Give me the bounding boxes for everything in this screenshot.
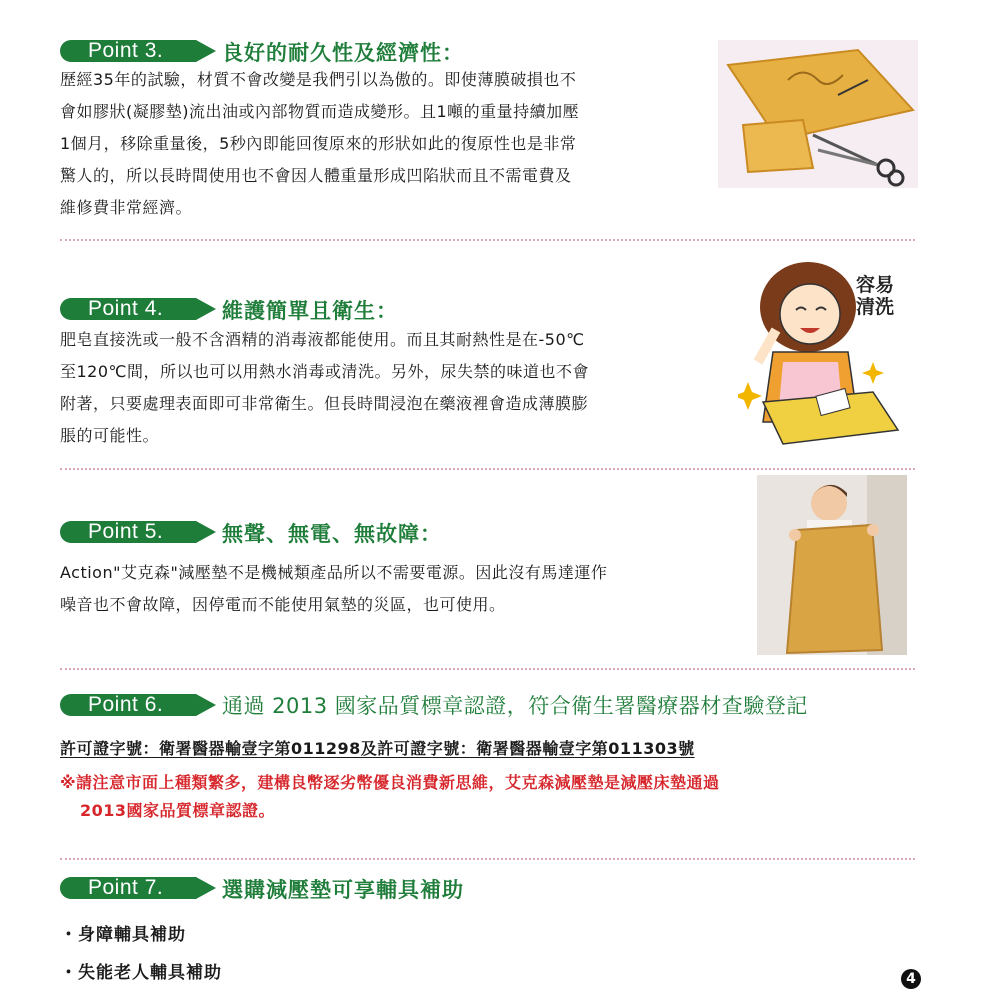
- point3-line: 歷經35年的試驗，材質不會改變是我們引以為傲的。即使薄膜破損也不: [60, 70, 577, 89]
- section-divider: [60, 468, 915, 470]
- bubble-text: 清洗: [856, 296, 895, 318]
- point5-badge: [60, 521, 216, 543]
- point4-label: Point 4.: [88, 297, 164, 320]
- point5-line: Action"艾克森"減壓墊不是機械類產品所以不需要電源。因此沒有馬達運作: [60, 563, 608, 582]
- point4-title: 維護簡單且衛生：: [222, 299, 398, 323]
- license-number: 許可證字號：衛署醫器輸壹字第011298及許可證字號：衛署醫器輸壹字第011303號: [60, 739, 695, 758]
- point7-badge: [60, 877, 216, 899]
- point3-badge: [60, 40, 216, 62]
- point3-body: [60, 64, 579, 224]
- point5-line: 噪音也不會故障，因停電而不能使用氣墊的災區，也可使用。: [60, 595, 506, 614]
- point5-label: Point 5.: [88, 520, 164, 543]
- point3-label: Point 3.: [88, 39, 164, 62]
- subsidy-item: ・失能老人輔具補助: [60, 963, 222, 983]
- point7-label: Point 7.: [88, 876, 164, 899]
- section-divider: [60, 858, 915, 860]
- cushion-scissors-photo: [718, 40, 918, 188]
- section-divider: [60, 668, 915, 670]
- point4-line: 脹的可能性。: [60, 426, 160, 445]
- note-line: 2013國家品質標章認證。: [80, 801, 276, 820]
- point6-title: 通過 2013 國家品質標章認證，符合衛生署醫療器材查驗登記: [222, 694, 808, 718]
- point7-title: 選購減壓墊可享輔具補助: [222, 878, 464, 902]
- cleaning-woman-illustration: [738, 252, 918, 448]
- page-number: 4: [901, 969, 921, 989]
- point4-badge: [60, 298, 216, 320]
- point6-label: Point 6.: [88, 693, 164, 716]
- point3-line: 維修費非常經濟。: [60, 198, 193, 217]
- point3-line: 1個月，移除重量後，5秒內即能回復原來的形狀如此的復原性也是非常: [60, 134, 577, 153]
- bubble-text: 容易: [856, 274, 895, 296]
- point3-line: 會如膠狀(凝膠墊)流出油或內部物質而造成變形。且1噸的重量持續加壓: [60, 102, 580, 121]
- subsidy-item: ・身障輔具補助: [60, 925, 186, 945]
- point6-body: [60, 733, 695, 765]
- point4-body: [60, 324, 589, 452]
- point6-badge: [60, 694, 216, 716]
- point5-title: 無聲、無電、無故障：: [222, 522, 442, 546]
- point3-line: 驚人的，所以長時間使用也不會因人體重量形成凹陷狀而且不需電費及: [60, 166, 572, 185]
- point4-line: 至120℃間，所以也可以用熱水消毒或清洗。另外，尿失禁的味道也不會: [60, 362, 590, 381]
- woman-holding-pad-photo: [757, 475, 907, 655]
- point5-body: [60, 557, 607, 621]
- point4-line: 肥皂直接洗或一般不含酒精的消毒液都能使用。而且其耐熱性是在-50℃: [60, 330, 585, 349]
- point3-title: 良好的耐久性及經濟性：: [222, 41, 464, 65]
- point6-note: [60, 769, 720, 825]
- section-divider: [60, 239, 915, 241]
- note-line: ※請注意市面上種類繁多，建構良幣逐劣幣優良消費新思維，艾克森減壓墊是減壓床墊通過: [60, 773, 720, 792]
- point4-line: 附著，只要處理表面即可非常衛生。但長時間浸泡在藥液裡會造成薄膜膨: [60, 394, 589, 413]
